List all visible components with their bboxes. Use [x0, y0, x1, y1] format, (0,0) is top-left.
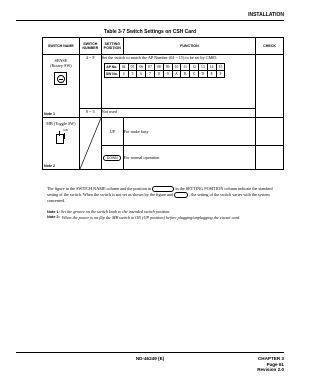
header-rule [16, 20, 284, 21]
unused-number: 0 ~ 3 [79, 109, 101, 118]
sw-row [104, 71, 225, 78]
note-2-label: Note 2: [47, 215, 60, 220]
sw-value: B [181, 71, 190, 78]
chapter-label: CHAPTER 3 [257, 356, 284, 361]
mb-name: MB (Toggle SW) [46, 121, 76, 126]
mb-up-function: For make busy [123, 118, 255, 146]
ap-label: AP No. [106, 65, 118, 69]
section-title: INSTALLATION [248, 12, 284, 18]
mb-up-position: UP [101, 118, 123, 146]
ap-sw-mapping-table [104, 63, 226, 78]
ap-row [104, 64, 225, 71]
col-switch-number: SWITCH NUMBER [79, 38, 101, 55]
ap-value: 09 [163, 64, 172, 71]
ap-value: 15 [216, 64, 225, 71]
sense-name-cell [43, 55, 80, 118]
sw-value: C [190, 71, 199, 78]
body-paragraph [47, 186, 284, 203]
sw-value: 7 [146, 71, 155, 78]
col-setting-position: SETTING POSITION [101, 38, 123, 55]
ap-value: 11 [181, 64, 190, 71]
sw-value: F [216, 71, 225, 78]
sw-value: 8 [154, 71, 163, 78]
toggle-on-label: ON [63, 128, 68, 132]
col-check: CHECK [256, 38, 284, 55]
rotary-knob-icon [57, 75, 65, 83]
mb-name-cell [43, 118, 80, 170]
sw-label: SW No. [105, 72, 118, 76]
revision-label: Revision 2.0 [257, 367, 284, 373]
ap-value: 12 [190, 64, 199, 71]
sw-value: 5 [128, 71, 137, 78]
ap-value: 04 [119, 64, 128, 71]
switch-settings-table [42, 37, 284, 170]
col-switch-name: SWITCH NAME [43, 38, 80, 55]
ap-value: 14 [207, 64, 216, 71]
mb-down-check [256, 146, 284, 170]
note-1-text: Set the groove on the switch knob to the intended switch position. [60, 209, 171, 214]
para-part2: in the SETTING POSITION column indicate the standard setting of the switch. When the switch is not set as shown by the figure and [47, 186, 273, 198]
ap-value: 07 [146, 64, 155, 71]
position-oval-small-icon [174, 192, 188, 198]
sw-value: 6 [137, 71, 146, 78]
mb-down-cell [101, 146, 123, 170]
sense-function-cell [101, 55, 255, 109]
ap-value: 13 [198, 64, 207, 71]
sense-function-text: Set the switch to match the AP Number (04 ~ 15) to be set by CM05. [101, 55, 218, 60]
sw-value: 9 [163, 71, 172, 78]
notes-block [47, 209, 284, 220]
mb-up-check [256, 118, 284, 146]
mb-down-position: DOWN [103, 155, 121, 161]
unused-function: Not used [101, 109, 255, 118]
mb-number-cell [79, 118, 101, 170]
mb-note-label: Note 2 [44, 164, 55, 168]
page-info [257, 356, 284, 373]
ap-value: 06 [137, 64, 146, 71]
sw-value: A [172, 71, 181, 78]
footer-rule [16, 352, 284, 353]
table-caption: Table 3-7 Switch Settings on CSH Card [103, 29, 197, 35]
doc-number: ND-46249 (E) [135, 356, 165, 361]
toggle-lever-icon [56, 134, 64, 144]
sense-type: (Rotary SW) [50, 63, 72, 68]
ap-value: 08 [154, 64, 163, 71]
para-part1: The figure in the SWITCH NAME column and the position in [47, 186, 152, 191]
rotary-switch-figure [54, 72, 67, 85]
sense-check-cell [256, 55, 284, 118]
sense-number: 4 ~ F [79, 55, 101, 109]
para-part3: , the setting of the switch varies with the system concerned. [47, 192, 270, 204]
diagonal-slash [80, 118, 101, 169]
note-1-label: Note 1: [47, 210, 60, 214]
sw-value: 4 [119, 71, 128, 78]
sw-value: E [207, 71, 216, 78]
note-2-text: When the power is on flip the MB switch to ON (UP position) before plugging/unplugging the circuit card. [61, 215, 241, 221]
col-function: FUNCTION [123, 38, 255, 55]
sw-value: D [198, 71, 207, 78]
sense-name: SENSE [54, 58, 68, 63]
ap-value: 10 [172, 64, 181, 71]
page-label: Page 61 [266, 361, 284, 367]
note-2 [47, 215, 284, 220]
sense-note-label: Note 1 [44, 112, 55, 116]
ap-value: 05 [128, 64, 137, 71]
mb-down-function: For normal operation [123, 146, 255, 170]
toggle-switch-figure [54, 129, 68, 143]
